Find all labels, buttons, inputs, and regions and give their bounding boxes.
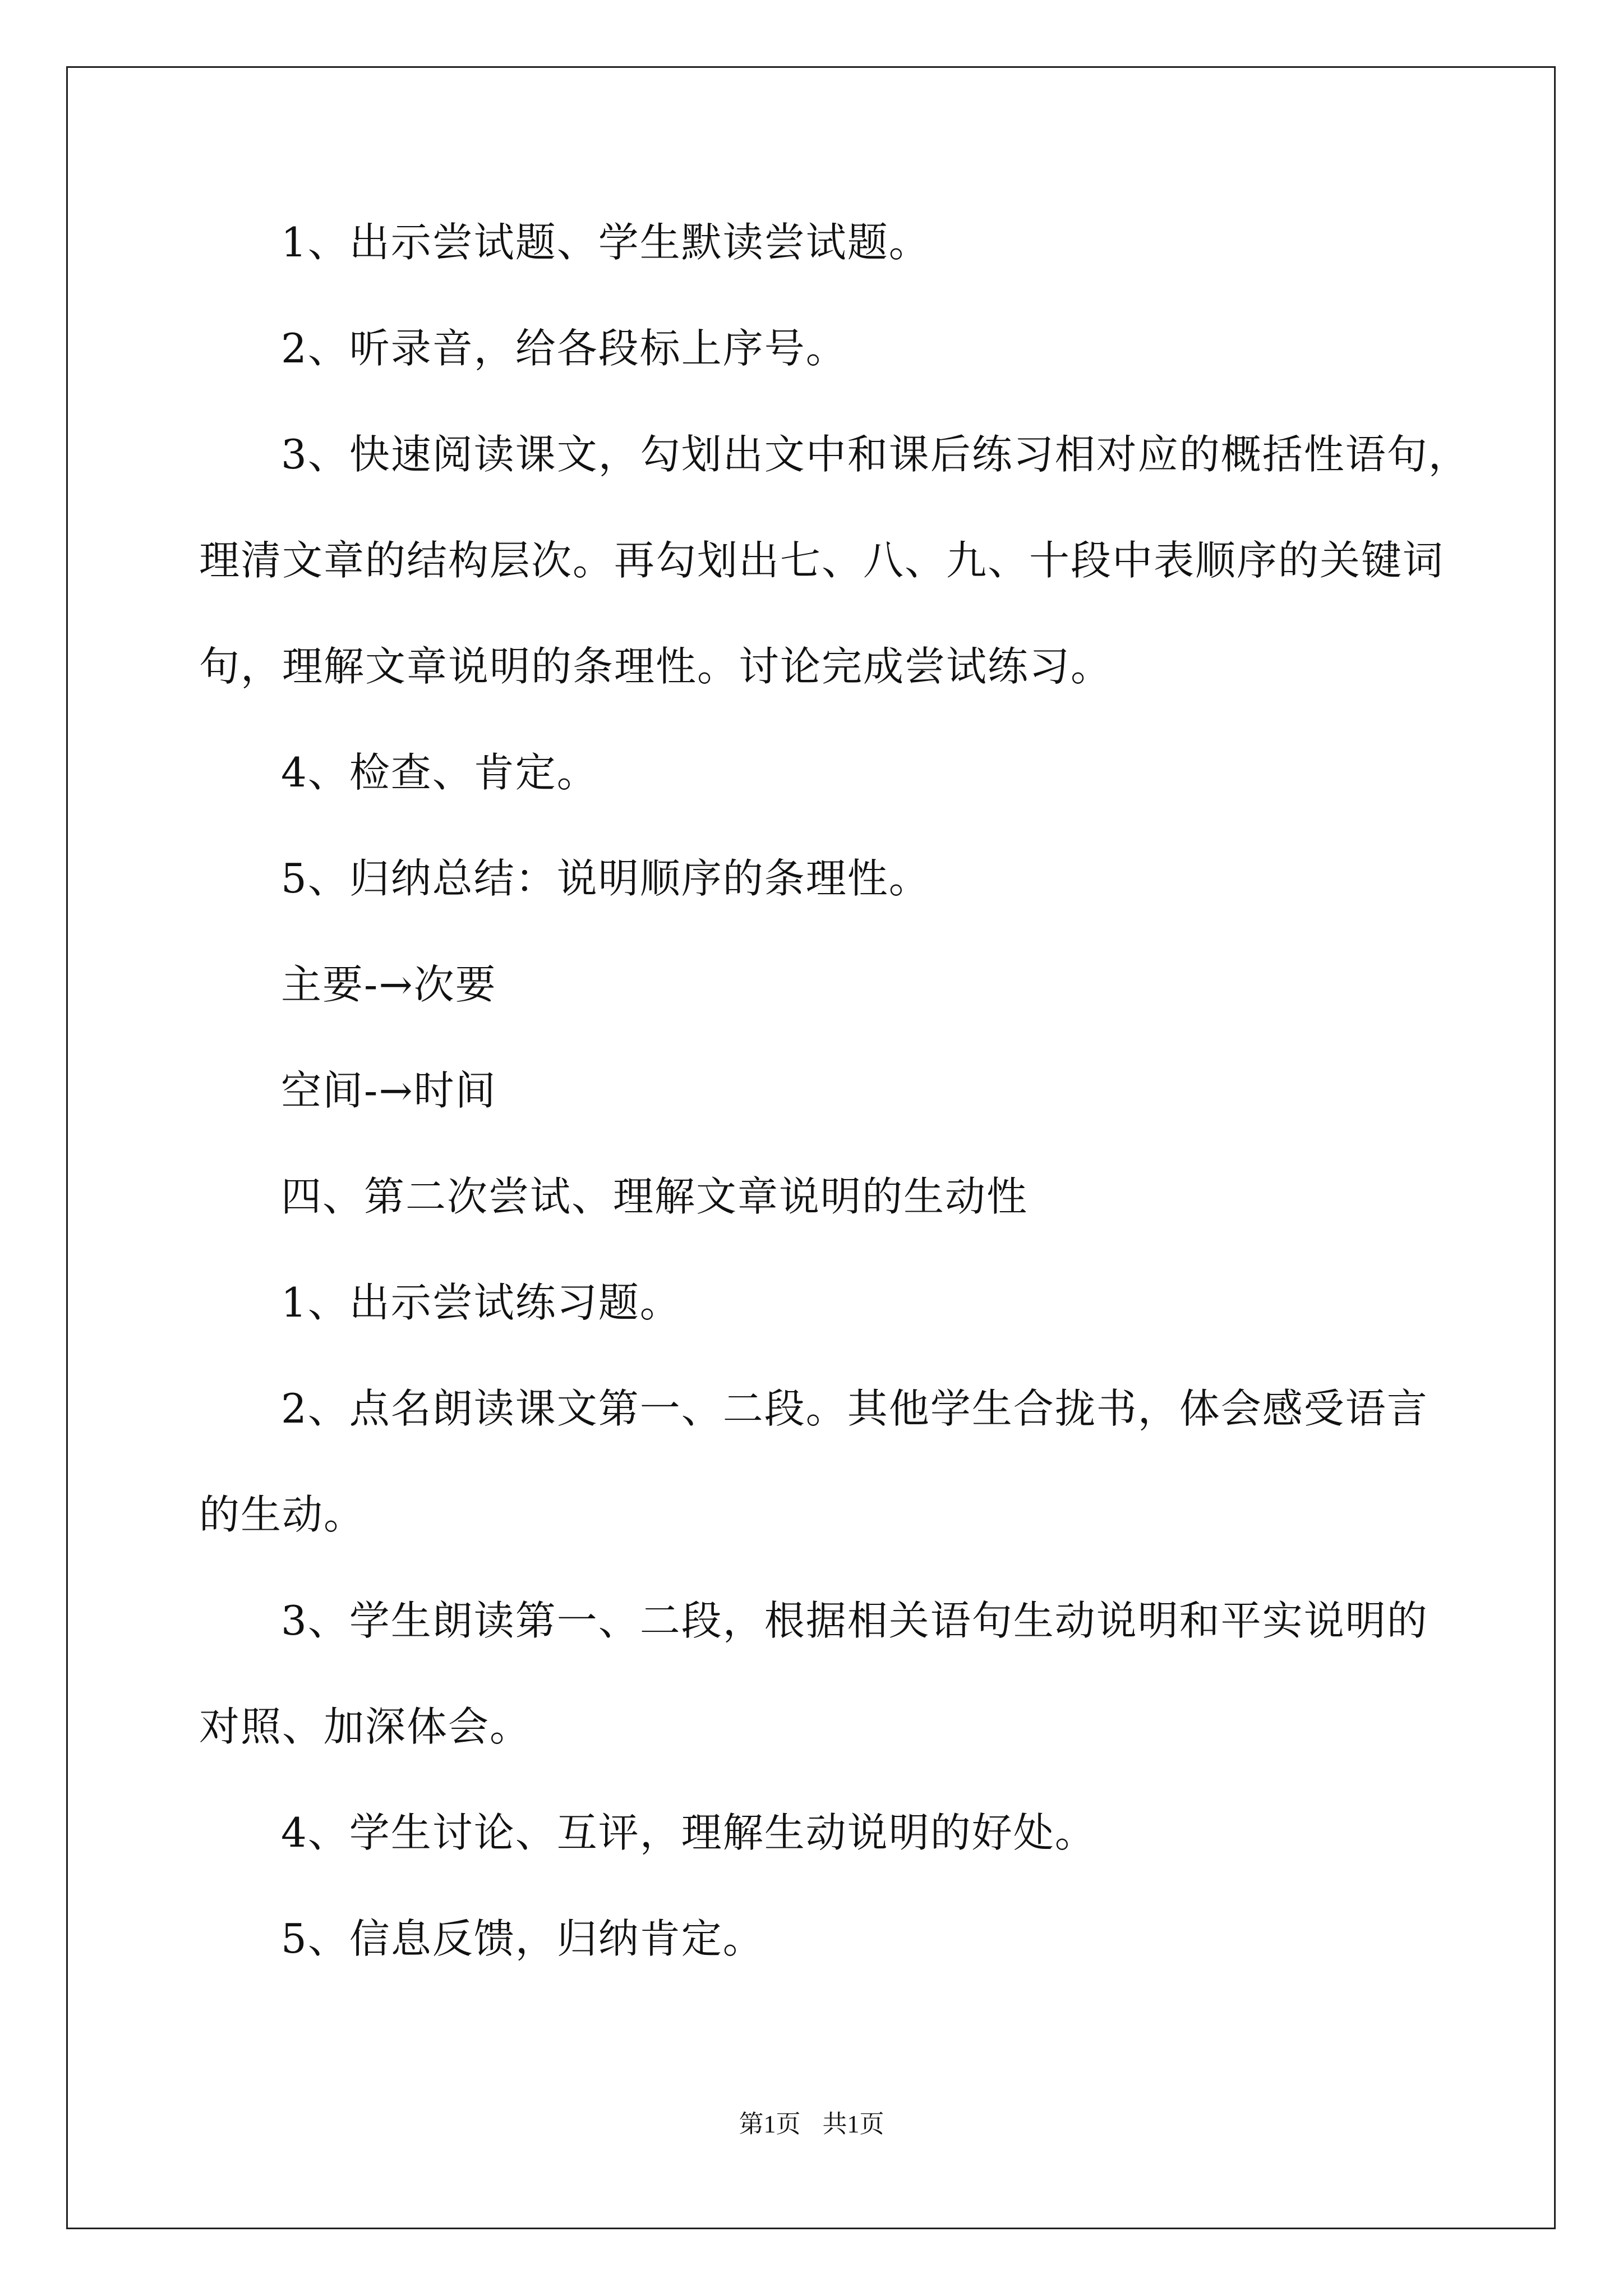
- paragraph-line: 句，理解文章说明的条理性。讨论完成尝试练习。: [199, 643, 1113, 690]
- paragraph-line: 的生动。: [199, 1491, 366, 1538]
- paragraph-line: 理清文章的结构层次。再勾划出七、八、九、十段中表顺序的关键词: [199, 537, 1445, 584]
- paragraph-line: 2、点名朗读课文第一、二段。其他学生合拢书，体会感受语言: [281, 1385, 1428, 1432]
- paragraph-line: 1、出示尝试题、学生默读尝试题。: [281, 219, 930, 266]
- paragraph-line: 2、听录音，给各段标上序号。: [281, 325, 847, 372]
- paragraph-line: 4、学生讨论、互评，理解生动说明的好处。: [281, 1809, 1096, 1856]
- paragraph-line: 3、学生朗读第一、二段，根据相关语句生动说明和平实说明的: [281, 1597, 1428, 1644]
- page-footer: [0, 2112, 1623, 2137]
- paragraph-line: 5、归纳总结：说明顺序的条理性。: [281, 855, 930, 902]
- paragraph-line: 4、检查、肯定。: [281, 749, 598, 796]
- page-total: 共1页: [822, 2110, 884, 2138]
- paragraph-line: 1、出示尝试练习题。: [281, 1279, 681, 1326]
- paragraph-line: 对照、加深体会。: [199, 1703, 532, 1750]
- page-border: [66, 66, 1556, 2229]
- paragraph-line: 3、快速阅读课文，勾划出文中和课后练习相对应的概括性语句，: [281, 431, 1470, 478]
- paragraph-line: 空间-→时间: [281, 1067, 497, 1114]
- paragraph-line: 5、信息反馈，归纳肯定。: [281, 1915, 764, 1962]
- page-number: 第1页: [739, 2110, 801, 2138]
- paragraph-line: 主要-→次要: [281, 961, 497, 1008]
- section-heading: 四、第二次尝试、理解文章说明的生动性: [281, 1173, 1029, 1220]
